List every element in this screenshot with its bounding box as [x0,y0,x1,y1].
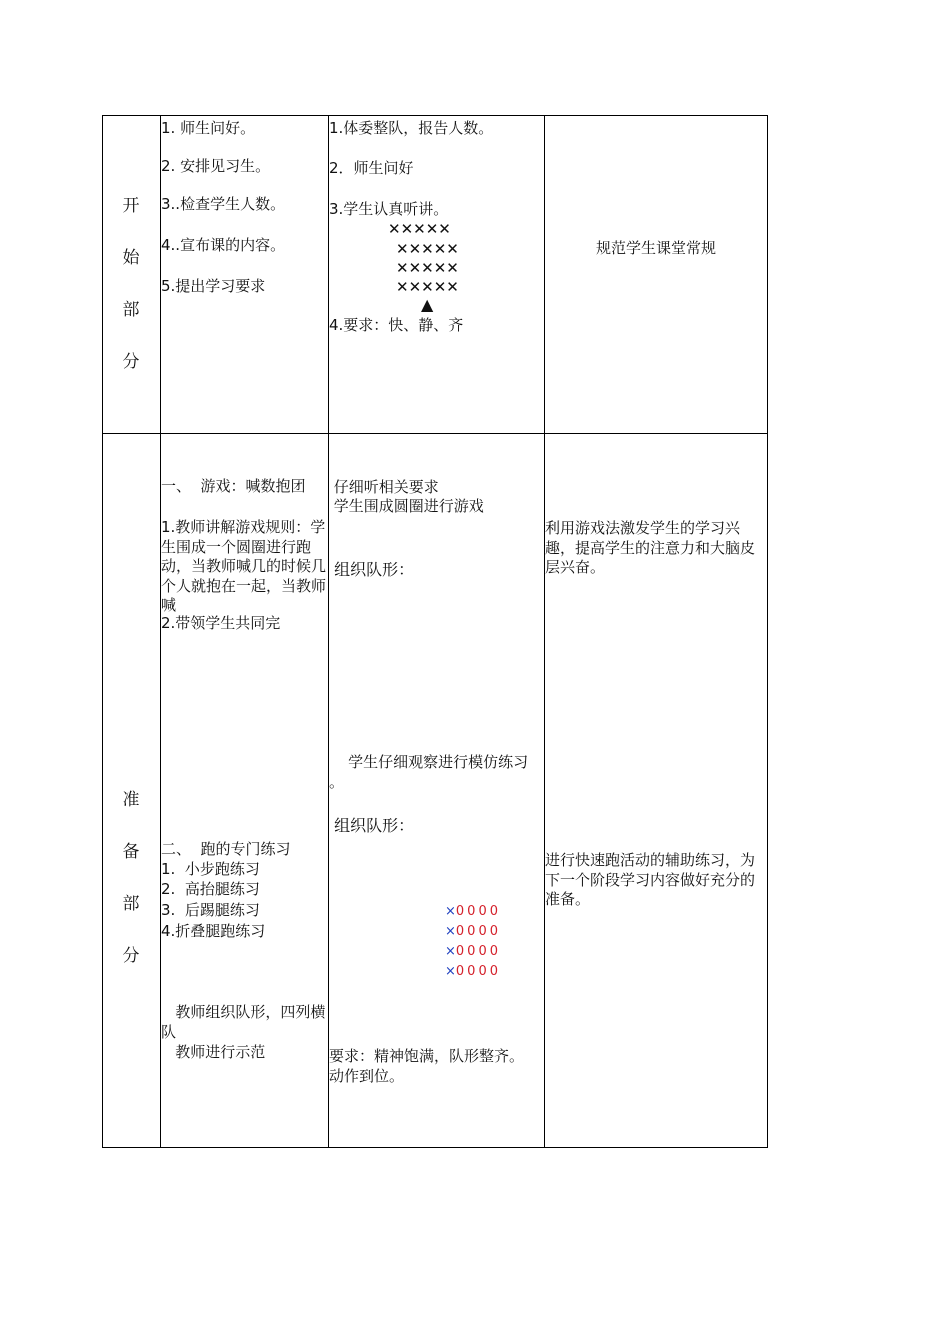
student-step: 2．师生问好 [329,159,414,177]
student-marks: 0000 [455,904,501,919]
purpose-text: 进行快速跑活动的辅助练习，为下一个阶段学习内容做好充分的准备。 [545,851,756,908]
drill-item: 3. 后踢腿练习 [161,901,260,919]
student-requirement: 4.要求：快、静、齐 [329,316,464,334]
formation-row: ✕✕✕✕✕ [396,240,459,258]
game-lead: 2.带领学生共同完 [161,614,281,632]
student-marks: 0000 [455,924,501,939]
section-label-char: 部 [122,894,140,914]
teacher-step: 3..检查学生人数。 [161,195,286,213]
student-marks: 0000 [455,944,501,959]
section-label-char: 分 [122,946,140,966]
teacher-step: 5.提出学习要求 [161,277,266,295]
teacher-mark: × [445,924,456,939]
student-requirement: 要求：精神饱满，队形整齐。动作到位。 [329,1047,525,1085]
section-label-char: 始 [122,248,140,268]
formation-row: ✕✕✕✕✕ [396,259,459,277]
student-observe: 学生仔细观察进行模仿练习 。 [329,753,533,791]
teacher-demo: 教师进行示范 [161,1043,266,1061]
formation-row: ✕✕✕✕✕ [388,220,451,238]
section-label-char: 部 [122,300,140,320]
formation-row: ✕✕✕✕✕ [396,278,459,296]
formation-row [445,902,501,922]
section-label-start [102,115,160,433]
formation-row [445,922,501,942]
section-label-prepare [102,433,160,1148]
teacher-mark: × [445,944,456,959]
table-row-divider [102,433,768,434]
teacher-step: 2. 安排见习生。 [161,157,271,175]
formation-row [445,942,501,962]
teacher-position-marker: ▲ [421,295,434,314]
student-step: 3.学生认真听讲。 [329,200,449,218]
formation-row [445,962,501,982]
section-label-char: 备 [122,842,140,862]
table-border-bottom [102,1147,768,1148]
teacher-step: 1. 师生问好。 [161,119,256,137]
teacher-step: 4..宣布课的内容。 [161,236,286,254]
teacher-mark: × [445,904,456,919]
drill-item: 4.折叠腿跑练习 [161,922,266,940]
lesson-plan-table [102,115,768,1148]
section-label-char: 开 [122,196,140,216]
table-border-top [102,115,768,116]
table-col-divider-2 [328,115,329,1148]
section-label-char: 准 [122,790,140,810]
table-col-divider-3 [544,115,545,1148]
teacher-organize: 教师组织队形，四列横队 [161,1003,326,1041]
game-title: 一、 游戏：喊数抱团 [161,477,306,495]
table-border-right [767,115,768,1148]
purpose-text: 利用游戏法激发学生的学习兴趣，提高学生的注意力和大脑皮层兴奋。 [545,519,756,576]
drill-item: 2. 高抬腿练习 [161,880,260,898]
drill-item: 1. 小步跑练习 [161,860,260,878]
game-rules: 1.教师讲解游戏规则：学生围成一个圆圈进行跑动，当教师喊几的时候几个人就抱在一起，当教师喊 [161,518,327,614]
student-marks: 0000 [455,964,501,979]
section-label-char: 分 [122,352,140,372]
teacher-mark: × [445,964,456,979]
formation-label: 组织队形： [329,560,415,579]
formation-label: 组织队形： [329,816,415,835]
drill-title: 二、 跑的专门练习 [161,840,291,858]
purpose-text: 规范学生课堂常规 [595,239,716,257]
student-step: 1.体委整队，报告人数。 [329,119,494,137]
student-listen: 仔细听相关要求 [329,478,439,496]
student-circle: 学生围成圆圈进行游戏 [329,497,484,515]
